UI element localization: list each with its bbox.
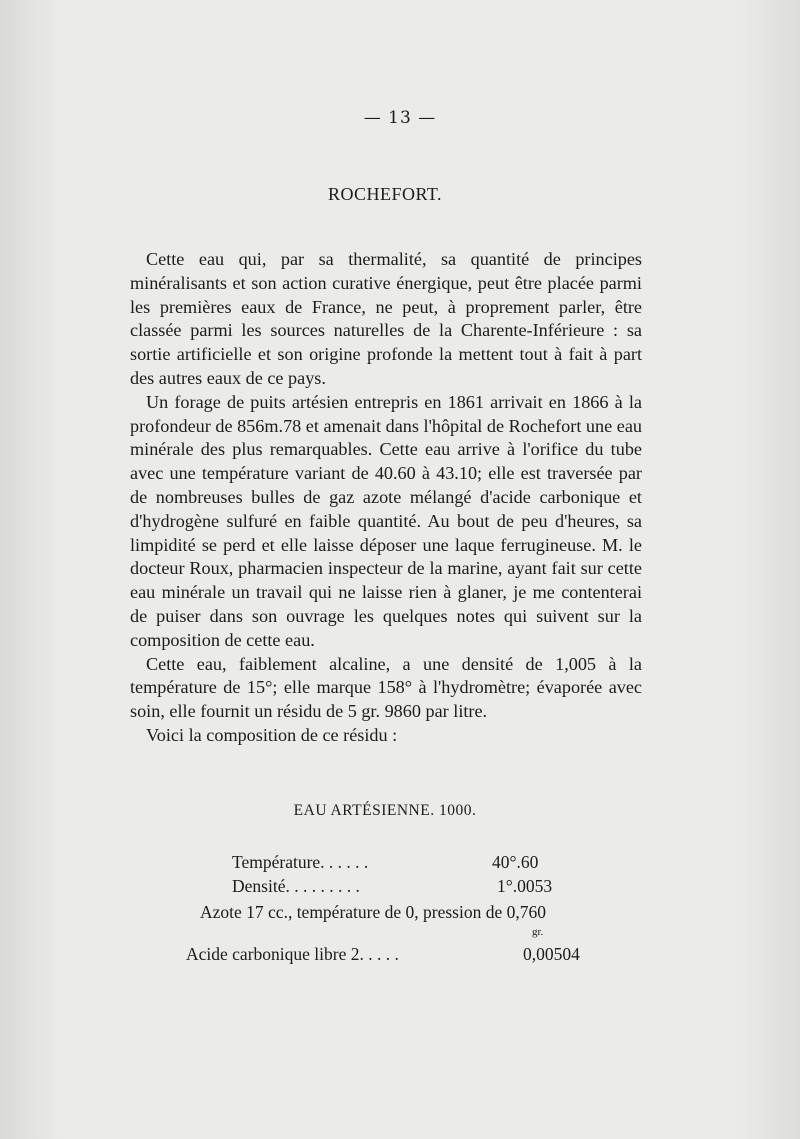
section-title: ROCHEFORT. bbox=[327, 184, 443, 204]
paragraph: Un forage de puits artésien entrepris en 1861 arrivait en 1866 à la profondeur de 856m.78 et amenait dans l'hôpital de Rochefort une eau minérale des plus remarquables. Cette eau arrive à l'orifice du tube avec une température variant de 40.60 à 43.10; elle est traversée par de nombreuses bulles de gaz azote mélangé d'acide carbonique et d'hydrogène sulfuré en faible quantité. Au bout de peu d'heures, sa limpidité se perd et elle laisse déposer une laque ferrugineuse. M. le docteur Roux, pharmacien inspecteur de la marine, ayant fait sur cette eau minérale un travail qui ne laisse rien à glaner, je me contenterai de puiser dans son ouvrage les quelques notes qui suivent sur la composition de cette eau. bbox=[130, 391, 642, 650]
row-label: Densité. . . . . . . . . bbox=[232, 876, 360, 896]
paragraph: Voici la composition de ce résidu : bbox=[146, 724, 398, 745]
paragraph: Cette eau qui, par sa thermalité, sa quantité de principes minéralisants et son action curative énergique, peut être placée parmi les premières eaux de France, ne peut, à proprement parler, être classée parmi les sources naturelles de la Charente-Inférieure : sa sortie artificielle et son origine profonde la mettent tout à fait à part des autres eaux de ce pays. bbox=[130, 249, 642, 388]
row-value: 0,00504 bbox=[523, 944, 580, 964]
page-number: — 13 — bbox=[363, 108, 437, 128]
table-row bbox=[0, 902, 800, 926]
paragraph: Cette eau, faiblement alcaline, a une densité de 1,005 à la température de 15°; elle marque 158° à l'hydromètre; évaporée avec soin, elle fournit un résidu de 5 gr. 9860 par litre. bbox=[130, 653, 642, 722]
row-value: 1°.0053 bbox=[497, 876, 553, 896]
row-value: 40°.60 bbox=[492, 852, 539, 872]
table-row bbox=[0, 926, 800, 968]
body-text bbox=[130, 248, 642, 748]
table-row bbox=[0, 876, 800, 900]
row-label: Acide carbonique libre 2. . . . . bbox=[186, 944, 399, 964]
row-label: Température. . . . . . bbox=[232, 852, 369, 872]
table-row bbox=[0, 852, 800, 876]
row-unit: gr. bbox=[532, 926, 544, 938]
table-title: EAU ARTÉSIENNE. 1000. bbox=[293, 802, 477, 819]
row-label: Azote 17 cc., température de 0, pression de 0,760 bbox=[200, 902, 546, 922]
